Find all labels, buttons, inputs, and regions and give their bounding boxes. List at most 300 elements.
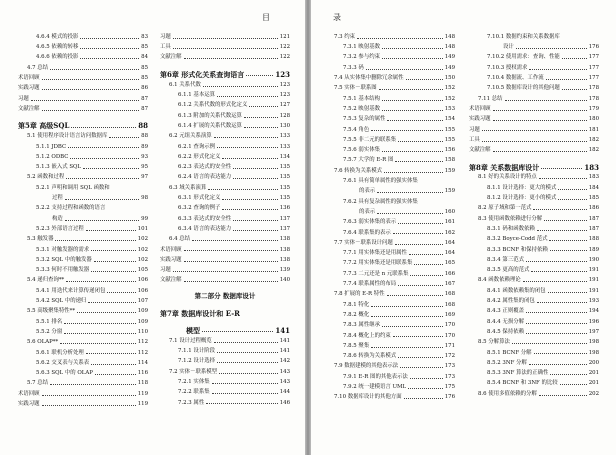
toc-page-number: 183 xyxy=(584,162,599,172)
toc-leader-dots xyxy=(393,233,443,234)
toc-leader-dots xyxy=(539,395,587,396)
toc-page-number: 123 xyxy=(279,81,290,88)
toc-leader-dots xyxy=(66,281,135,282)
toc-leader-dots xyxy=(398,357,443,358)
toc-entry xyxy=(160,222,290,232)
toc-entry-title: 构造 xyxy=(52,215,63,222)
toc-page-number: 162 xyxy=(444,229,455,236)
toc-entry xyxy=(18,201,148,211)
toc-page-number: 180 xyxy=(588,116,599,123)
toc-page-number: 86 xyxy=(141,85,148,92)
toc-page-number: 123 xyxy=(275,69,290,79)
toc-entry-title: 文献注解 xyxy=(18,105,40,112)
toc-entry-title: 5.3 触发器 xyxy=(27,236,54,243)
toc-leader-dots xyxy=(526,323,587,324)
toc-leader-dots xyxy=(42,110,140,111)
toc-page-number: 138 xyxy=(279,246,290,253)
toc-entry-title: 7.2.1 实体集 xyxy=(178,378,210,385)
toc-entry-title: 4.6.5 依赖的转移 xyxy=(36,44,79,51)
toc-entry-title: 7.10.1 数据约束和关系数据库 xyxy=(487,33,560,40)
toc-page-number: 106 xyxy=(137,277,148,284)
toc-entry xyxy=(160,129,290,139)
toc-entry-title: 7.7.2 用实体集还是用联系集 xyxy=(343,260,413,267)
toc-leader-dots xyxy=(558,199,586,200)
toc-entry-title: 7.2.2 联系集 xyxy=(178,389,210,396)
toc-leader-dots xyxy=(206,403,277,404)
toc-entry xyxy=(18,284,148,294)
toc-page-number: 85 xyxy=(141,64,148,71)
toc-leader-dots xyxy=(222,209,277,210)
toc-entry xyxy=(325,287,455,297)
toc-page-number: 177 xyxy=(588,54,599,61)
toc-entry xyxy=(325,92,455,102)
toc-page-number: 152 xyxy=(444,85,455,92)
toc-entry xyxy=(160,150,290,160)
toc-page-number: 102 xyxy=(137,256,148,263)
toc-leader-dots xyxy=(371,347,442,348)
toc-entry-title: 5.2 函数和过程 xyxy=(27,174,65,181)
toc-page-number: 160 xyxy=(444,208,455,215)
toc-entry-title: 7.8.6 转换为关系模式 xyxy=(343,353,397,360)
toc-entry-title: 7.5.1 基本结构 xyxy=(343,95,380,102)
toc-page-number: 149 xyxy=(444,64,455,71)
toc-page-number: 109 xyxy=(137,318,148,325)
toc-page-number: 141 xyxy=(279,337,290,344)
toc-entry xyxy=(18,335,148,345)
toc-entry xyxy=(469,181,599,191)
toc-entry xyxy=(18,366,148,376)
toc-entry xyxy=(18,71,148,81)
toc-leader-dots xyxy=(382,58,443,59)
toc-entry-title: 文献注解 xyxy=(469,147,491,154)
toc-entry-title: 8.5.2 3NF 分解 xyxy=(487,359,527,366)
toc-page-number: 127 xyxy=(279,102,290,109)
toc-leader-dots xyxy=(222,199,277,200)
toc-page-number: 183 xyxy=(588,174,599,181)
toc-entry-title: 实践习题 xyxy=(18,400,40,407)
toc-leader-dots xyxy=(246,75,273,76)
toc-page-number: 173 xyxy=(444,373,455,380)
toc-entry xyxy=(18,346,148,356)
toc-entry-title: 8.6 使用多值依赖的分解 xyxy=(478,390,537,397)
toc-page-number: 93 xyxy=(141,153,148,160)
toc-page-number: 148 xyxy=(444,33,455,40)
toc-leader-dots xyxy=(244,117,278,118)
toc-entry xyxy=(325,205,455,215)
toc-page-number: 152 xyxy=(444,95,455,102)
toc-leader-dots xyxy=(539,178,587,179)
toc-page-number: 191 xyxy=(588,287,599,294)
toc-entry xyxy=(469,243,599,253)
toc-page-number: 133 xyxy=(279,133,290,140)
toc-entry xyxy=(18,40,148,50)
toc-entry-title: 7.8 扩展的 E-R 特性 xyxy=(334,291,385,298)
toc-entry-title: 5.2.3 外部语言过程 xyxy=(36,225,84,232)
toc-page-number: 185 xyxy=(588,195,599,202)
toc-leader-dots xyxy=(393,336,443,337)
toc-entry-title: 8.3.1 码和函数依赖 xyxy=(487,225,535,232)
toc-leader-dots xyxy=(94,261,136,262)
toc-entry xyxy=(325,236,455,246)
toc-page-number: 143 xyxy=(279,368,290,375)
toc-entry xyxy=(469,92,599,102)
toc-leader-dots xyxy=(371,306,442,307)
toc-entry xyxy=(160,88,290,98)
toc-leader-dots xyxy=(408,388,443,389)
toc-page-number: 190 xyxy=(588,256,599,263)
toc-leader-dots xyxy=(531,271,586,272)
toc-entry-title: 5.2.2 支持过程和函数的语言 xyxy=(36,205,106,212)
toc-column-1 xyxy=(18,30,148,407)
toc-leader-dots xyxy=(233,178,278,179)
toc-leader-dots xyxy=(80,38,139,39)
toc-entry-title: 习题 xyxy=(469,126,480,133)
toc-page-number: 177 xyxy=(588,64,599,71)
toc-entry-title: 7.10 数据库设计的其他方面 xyxy=(334,394,402,401)
toc-entry xyxy=(469,356,599,366)
toc-entry-title: 6.2.3 表达式的安全性 xyxy=(178,164,232,171)
toc-leader-dots xyxy=(546,79,587,80)
toc-page-number: 150 xyxy=(444,75,455,82)
toc-leader-dots xyxy=(377,213,443,214)
toc-leader-dots xyxy=(534,353,587,354)
toc-leader-dots xyxy=(173,48,278,49)
toc-entry-title: 6.3.4 语言的表达能力 xyxy=(178,225,232,232)
toc-entry xyxy=(325,133,455,143)
toc-entry xyxy=(325,61,455,71)
toc-column-3 xyxy=(325,30,455,401)
toc-leader-dots xyxy=(212,393,278,394)
toc-page-number: 136 xyxy=(279,205,290,212)
toc-entry-title: 6.3.1 形式化定义 xyxy=(178,195,221,202)
toc-page-number: 164 xyxy=(444,239,455,246)
toc-page-number: 194 xyxy=(588,308,599,315)
toc-page-number: 155 xyxy=(444,126,455,133)
toc-page-number: 88 xyxy=(138,121,148,131)
toc-chapter-entry xyxy=(160,300,290,317)
toc-entry-title: 7.3.2 参与约束 xyxy=(343,54,380,61)
toc-entry xyxy=(469,253,599,263)
toc-entry-title: 7.8.2 概化 xyxy=(343,311,370,318)
toc-page-number: 168 xyxy=(444,291,455,298)
toc-entry-title: 第5章 高级SQL xyxy=(18,121,70,131)
toc-entry-title: 7.8.5 聚集 xyxy=(343,342,370,349)
toc-entry-title: 7.3.1 映射基数 xyxy=(343,44,380,51)
toc-entry xyxy=(469,40,599,50)
toc-entry-title: 7.10.4 数据流、工作流 xyxy=(487,75,544,82)
toc-page-number: 178 xyxy=(588,85,599,92)
toc-entry-title: 模型 xyxy=(186,325,200,335)
toc-entry-title: 8.5.3 3NF 算法的正确性 xyxy=(487,370,549,377)
toc-entry xyxy=(469,284,599,294)
toc-entry-title: 8.3.3 BCNF 和保持依赖 xyxy=(487,246,548,253)
toc-entry xyxy=(18,171,148,181)
toc-entry xyxy=(325,329,455,339)
toc-entry xyxy=(469,325,599,335)
toc-entry xyxy=(160,344,290,354)
toc-entry xyxy=(18,81,148,91)
toc-page-number: 110 xyxy=(137,328,148,335)
toc-leader-dots xyxy=(42,395,136,396)
toc-entry xyxy=(469,133,599,143)
toc-entry xyxy=(325,123,455,133)
toc-leader-dots xyxy=(95,374,136,375)
toc-entry-title: 8.4 函数依赖理论 xyxy=(478,277,521,284)
toc-entry xyxy=(18,30,148,40)
toc-page-number: 105 xyxy=(137,267,148,274)
toc-leader-dots xyxy=(68,147,139,148)
toc-entry xyxy=(469,81,599,91)
toc-page-number: 143 xyxy=(279,378,290,385)
toc-page-number: 83 xyxy=(141,33,148,40)
toc-leader-dots xyxy=(60,343,136,344)
toc-page-number: 181 xyxy=(588,126,599,133)
toc-entry-title: 8.4.5 保持依赖 xyxy=(487,328,524,335)
toc-page-number: 85 xyxy=(141,44,148,51)
toc-entry-title: 8.5.4 BCNF 和 3NF 的比较 xyxy=(487,380,558,387)
toc-leader-dots xyxy=(398,223,443,224)
toc-entry-title: 习题 xyxy=(160,267,171,274)
toc-leader-dots xyxy=(173,38,278,39)
toc-entry xyxy=(160,109,290,119)
toc-entry xyxy=(18,325,148,335)
toc-leader-dots xyxy=(516,48,587,49)
toc-entry xyxy=(469,387,599,397)
toc-page-number: 138 xyxy=(279,256,290,263)
toc-leader-dots xyxy=(558,189,586,190)
toc-page-number: 134 xyxy=(279,153,290,160)
toc-entry-title: 5.5.1 排名 xyxy=(36,318,63,325)
toc-leader-dots xyxy=(233,168,278,169)
toc-page-number: 95 xyxy=(141,164,148,171)
toc-part-heading xyxy=(160,284,290,300)
toc-entry-title: 5.1 使用程序设计语言访问数据库 xyxy=(27,133,108,140)
toc-page-number: 121 xyxy=(279,33,290,40)
toc-entry xyxy=(469,304,599,314)
toc-entry-title: 5.7 总结 xyxy=(27,380,49,387)
toc-entry xyxy=(18,222,148,232)
toc-entry xyxy=(325,164,455,174)
toc-entry xyxy=(469,212,599,222)
toc-entry xyxy=(160,51,290,61)
toc-page-number: 201 xyxy=(588,380,599,387)
toc-entry-title: 6.2.4 语言的表达能力 xyxy=(178,174,232,181)
toc-entry xyxy=(160,181,290,191)
toc-page-number: 144 xyxy=(279,389,290,396)
toc-page-number: 189 xyxy=(588,246,599,253)
toc-entry xyxy=(325,174,455,184)
toc-page-number: 158 xyxy=(444,157,455,164)
toc-entry xyxy=(160,40,290,50)
toc-entry xyxy=(160,191,290,201)
toc-leader-dots xyxy=(214,342,278,343)
toc-entry xyxy=(160,119,290,129)
toc-leader-dots xyxy=(387,120,442,121)
toc-entry-title: 7.6.2 具有复杂属性的强实体集 xyxy=(343,198,418,205)
toc-leader-dots xyxy=(222,158,277,159)
toc-page-number: 87 xyxy=(141,95,148,102)
toc-entry-title: 7.11 总结 xyxy=(478,95,503,102)
toc-entry-title: 7.5.5 非二元的联系集 xyxy=(343,136,397,143)
toc-page-number: 148 xyxy=(444,44,455,51)
toc-leader-dots xyxy=(91,250,136,251)
toc-page-number: 200 xyxy=(588,359,599,366)
toc-page-number: 97 xyxy=(141,174,148,181)
toc-entry-title: 5.6.3 SQL 中的 OLAP xyxy=(36,370,93,377)
running-head-left: 目 xyxy=(262,13,271,22)
toc-entry xyxy=(469,201,599,211)
toc-chapter-entry xyxy=(469,154,599,171)
toc-page-number: 119 xyxy=(137,390,148,397)
toc-entry xyxy=(18,51,148,61)
toc-leader-dots xyxy=(244,127,278,128)
toc-page-number: 202 xyxy=(588,390,599,397)
toc-page-number: 156 xyxy=(444,147,455,154)
toc-entry xyxy=(325,184,455,194)
toc-entry-title: 习题 xyxy=(160,33,171,40)
toc-leader-dots xyxy=(55,240,135,241)
toc-leader-dots xyxy=(91,271,136,272)
toc-leader-dots xyxy=(526,312,587,313)
toc-entry xyxy=(325,339,455,349)
toc-entry xyxy=(325,257,455,267)
toc-column-4 xyxy=(469,30,599,397)
toc-leader-dots xyxy=(384,172,443,173)
toc-entry-title: 5.3.1 对触发器的需求 xyxy=(36,246,90,253)
toc-page-number: 130 xyxy=(279,122,290,129)
toc-entry xyxy=(325,112,455,122)
toc-page-number: 139 xyxy=(279,267,290,274)
toc-entry-title: 实践习题 xyxy=(469,116,491,123)
toc-entry xyxy=(160,78,290,88)
toc-entry-title: 第8章 关系数据库设计 xyxy=(469,162,540,172)
toc-leader-dots xyxy=(31,100,139,101)
toc-page-number: 89 xyxy=(141,143,148,150)
toc-entry-title: 8.4.3 正则覆盖 xyxy=(487,308,524,315)
toc-leader-dots xyxy=(42,79,140,80)
toc-entry xyxy=(325,267,455,277)
toc-entry xyxy=(469,335,599,345)
toc-leader-dots xyxy=(414,264,442,265)
toc-entry-title: 6.1.2 关系代数的形式化定义 xyxy=(178,102,248,109)
toc-entry xyxy=(18,263,148,273)
toc-entry-title: 7.7.1 用实体集还是用属性 xyxy=(343,250,407,257)
toc-leader-dots xyxy=(379,89,443,90)
toc-page-number: 167 xyxy=(444,281,455,288)
toc-leader-dots xyxy=(64,333,135,334)
toc-leader-dots xyxy=(493,110,587,111)
toc-entry-title: 文献注解 xyxy=(160,277,182,284)
toc-entry-title: 7.10.3 授权需求 xyxy=(487,64,528,71)
toc-entry-title: 7.3 约束 xyxy=(334,33,356,40)
toc-entry-title: 8.3.5 更高的范式 xyxy=(487,267,530,274)
toc-page-number: 149 xyxy=(444,54,455,61)
toc-entry-title: 6.1.1 基本运算 xyxy=(178,92,215,99)
toc-entry-title: 7.6.3 弱实体集的表示 xyxy=(343,219,397,226)
toc-leader-dots xyxy=(184,281,278,282)
toc-leader-dots xyxy=(217,362,278,363)
toc-entry-title: 的表示 xyxy=(359,188,376,195)
toc-entry xyxy=(325,215,455,225)
toc-leader-dots xyxy=(80,48,139,49)
toc-entry-title: 8.1 好的关系设计的特点 xyxy=(478,174,537,181)
toc-entry-title: 第6章 形式化关系查询语言 xyxy=(160,69,245,79)
toc-entry-title: 6.1 关系代数 xyxy=(169,81,201,88)
toc-entry xyxy=(160,160,290,170)
toc-leader-dots xyxy=(208,189,277,190)
toc-entry xyxy=(18,387,148,397)
toc-page-number: 128 xyxy=(279,112,290,119)
toc-leader-dots xyxy=(548,292,587,293)
toc-entry-title: 工具 xyxy=(469,136,480,143)
toc-entry-title: 8.3.4 第三范式 xyxy=(487,256,524,263)
toc-leader-dots xyxy=(173,271,278,272)
toc-entry-title: 7.4 从实体集中删除冗余属性 xyxy=(334,75,404,82)
toc-entry-title: 第二部分 数据库设计 xyxy=(194,292,256,301)
toc-leader-dots xyxy=(86,230,136,231)
toc-leader-dots xyxy=(523,281,587,282)
toc-entry-title: 工具 xyxy=(160,44,171,51)
toc-entry-title: 5.1.1 JDBC xyxy=(36,143,67,150)
toc-entry xyxy=(160,140,290,150)
toc-leader-dots xyxy=(404,398,443,399)
toc-entry-title: 6.2.1 查询示例 xyxy=(178,143,215,150)
toc-entry-title: 8.2 原子域和第一范式 xyxy=(478,205,532,212)
toc-page-number: 99 xyxy=(141,215,148,222)
left-page xyxy=(0,0,305,455)
toc-entry-title: 5.5.2 分窗 xyxy=(36,328,63,335)
toc-entry xyxy=(18,92,148,102)
toc-page-number: 140 xyxy=(279,277,290,284)
toc-page-number: 175 xyxy=(444,383,455,390)
toc-entry xyxy=(18,129,148,139)
toc-entry-title: 8.4.1 函数依赖集的闭包 xyxy=(487,287,546,294)
toc-leader-dots xyxy=(550,250,587,251)
toc-leader-dots xyxy=(366,69,443,70)
toc-entry-title: 术语回顾 xyxy=(18,75,40,82)
toc-entry xyxy=(160,365,290,375)
toc-leader-dots xyxy=(371,316,442,317)
toc-page-number: 114 xyxy=(137,359,148,366)
toc-entry xyxy=(325,298,455,308)
toc-page-number: 173 xyxy=(444,363,455,370)
toc-entry xyxy=(325,370,455,380)
toc-leader-dots xyxy=(537,302,587,303)
toc-entry-title: 7.8.3 属性继承 xyxy=(343,322,380,329)
toc-leader-dots xyxy=(50,69,139,70)
toc-leader-dots xyxy=(77,312,136,313)
toc-leader-dots xyxy=(377,192,443,193)
toc-leader-dots xyxy=(203,86,278,87)
toc-entry-title: 7.5.3 复杂的属性 xyxy=(343,116,386,123)
toc-entry xyxy=(325,71,455,81)
toc-entry-title: 过程 xyxy=(52,195,63,202)
toc-leader-dots xyxy=(562,89,587,90)
toc-leader-dots xyxy=(88,302,135,303)
toc-entry-title: 8.3.2 Boyce-Codd 范式 xyxy=(487,236,548,243)
toc-entry xyxy=(469,61,599,71)
toc-entry-title: 5.3.2 SQL 中的触发器 xyxy=(36,256,92,263)
toc-page-number: 201 xyxy=(588,370,599,377)
toc-leader-dots xyxy=(529,69,586,70)
toc-leader-dots xyxy=(80,58,139,59)
toc-entry-title: 8.4.2 属性集的闭包 xyxy=(487,298,535,305)
toc-leader-dots xyxy=(541,168,582,169)
toc-entry xyxy=(325,154,455,164)
toc-entry xyxy=(469,274,599,284)
toc-entry xyxy=(160,201,290,211)
toc-page-number: 178 xyxy=(588,95,599,102)
